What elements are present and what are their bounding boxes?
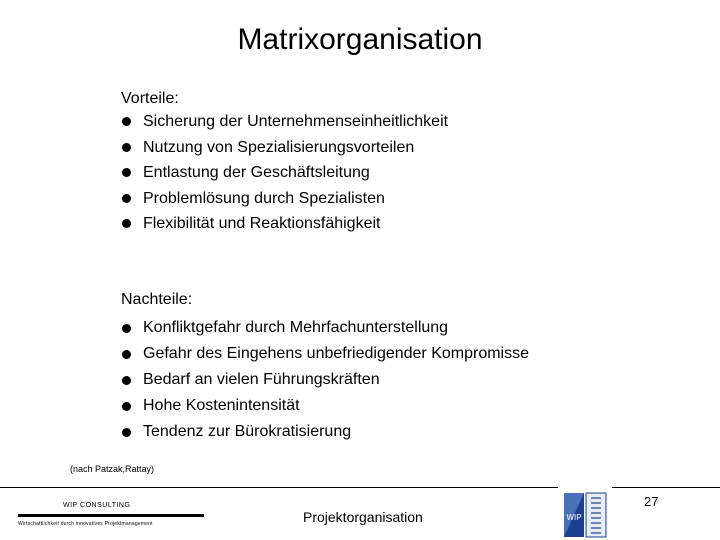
pros-item-text: Entlastung der Geschäftsleitung [143, 164, 370, 181]
footer-section-title: Projektorganisation [303, 509, 423, 525]
cons-list-item [121, 367, 529, 393]
bullet-icon [122, 219, 131, 228]
bullet-icon [122, 168, 131, 177]
pros-list [121, 109, 448, 237]
company-name: WIP CONSULTING [63, 502, 131, 509]
cons-list [121, 315, 529, 445]
logo-text: WIP [566, 513, 582, 522]
bullet-icon [122, 376, 131, 385]
pros-heading: Vorteile: [121, 90, 179, 107]
pros-list-item [121, 211, 448, 237]
bullet-icon [122, 402, 131, 411]
wip-logo-icon [562, 491, 608, 539]
bullet-icon [122, 194, 131, 203]
cons-item-text: Gefahr des Eingehens unbefriedigender Kompromisse [143, 345, 530, 362]
company-tagline: Wirtschaftlichkeit durch innovatives Projektmanagement [18, 521, 153, 527]
bullet-icon [122, 324, 131, 333]
bullet-icon [122, 350, 131, 359]
pros-item-text: Flexibilität und Reaktionsfähigkeit [143, 215, 381, 232]
cons-item-text: Konfliktgefahr durch Mehrfachunterstellung [143, 319, 449, 336]
cons-item-text: Tendenz zur Bürokratisierung [143, 423, 352, 440]
cons-list-item [121, 393, 529, 419]
footer-divider-right [612, 487, 720, 488]
footer-divider-left [0, 487, 558, 488]
page-number: 27 [644, 494, 659, 509]
cons-list-item [121, 419, 529, 445]
bullet-icon [122, 428, 131, 437]
company-underline [18, 514, 204, 517]
slide-title: Matrixorganisation [237, 23, 483, 56]
pros-list-item [121, 186, 448, 212]
cons-item-text: Bedarf an vielen Führungskräften [143, 371, 380, 388]
cons-list-item [121, 315, 529, 341]
bullet-icon [122, 143, 131, 152]
pros-list-item [121, 160, 448, 186]
pros-item-text: Problemlösung durch Spezialisten [143, 189, 385, 207]
cons-heading: Nachteile: [121, 291, 193, 308]
pros-item-text: Nutzung von Spezialisierungsvorteilen [143, 138, 415, 156]
bullet-icon [122, 117, 131, 126]
pros-list-item [121, 135, 448, 161]
pros-item-text: Sicherung der Unternehmenseinheitlichkeit [143, 113, 449, 130]
source-note: (nach Patzak,Rattay) [70, 464, 155, 474]
cons-item-text: Hohe Kostenintensität [143, 397, 300, 414]
pros-list-item [121, 109, 448, 135]
cons-list-item [121, 341, 529, 367]
